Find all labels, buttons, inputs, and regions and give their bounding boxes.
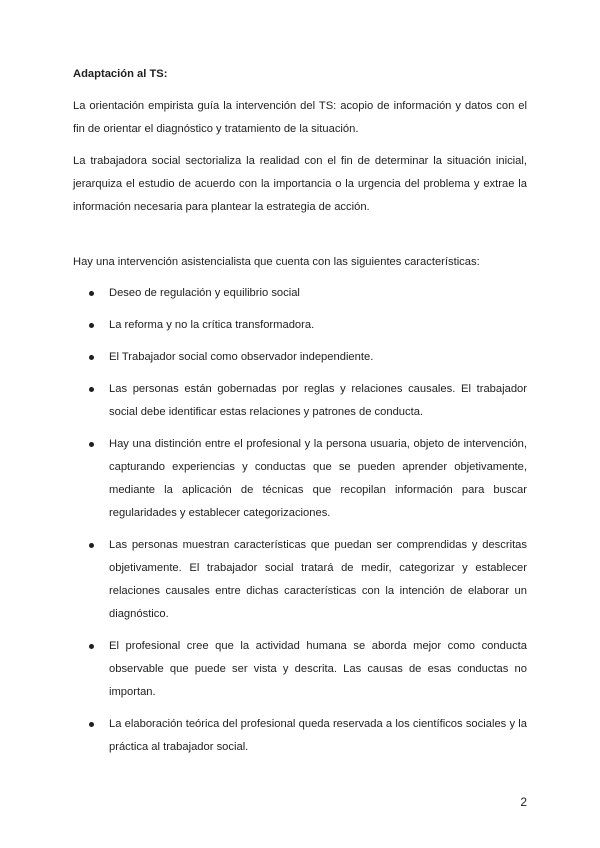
list-item-text: El profesional cree que la actividad humana se aborda mejor como conducta observable que puede ser vista y descrita. Las causas de esas conductas no importan. — [109, 640, 527, 698]
list-item — [73, 378, 527, 424]
page-content — [73, 63, 527, 768]
list-item — [73, 635, 527, 704]
list-intro: Hay una intervención asistencialista que cuenta con las siguientes características: — [73, 256, 480, 268]
bullet-icon — [89, 387, 94, 392]
list-item — [73, 713, 527, 759]
list-item-text: Deseo de regulación y equilibrio social — [109, 287, 300, 299]
list-item-text: Las personas están gobernadas por reglas y relaciones causales. El trabajador social debe identificar estas relaciones y patrones de conducta. — [109, 383, 527, 418]
bullet-icon — [89, 543, 94, 548]
list-item — [73, 282, 527, 305]
bullet-icon — [89, 442, 94, 447]
paragraph-empirista: La orientación empirista guía la intervención del TS: acopio de información y datos con el fin de orientar el diagnóstico y tratamiento de la situación. — [73, 100, 527, 135]
bullet-icon — [89, 323, 94, 328]
bullet-icon — [89, 291, 94, 296]
list-item — [73, 433, 527, 525]
bullet-icon — [89, 644, 94, 649]
list-item — [73, 314, 527, 337]
characteristics-list — [73, 282, 527, 759]
list-item — [73, 534, 527, 626]
list-item — [73, 346, 527, 369]
list-item-text: La elaboración teórica del profesional queda reservada a los científicos sociales y la práctica al trabajador social. — [109, 718, 527, 753]
bullet-icon — [89, 722, 94, 727]
list-item-text: Las personas muestran características que puedan ser comprendidas y descritas objetivamente. El trabajador social tratará de medir, categorizar y establecer relaciones causales entre dichas características con la intención de elaborar un diagnóstico. — [109, 539, 527, 620]
page-number: 2 — [520, 795, 527, 809]
paragraph-sectorializa: La trabajadora social sectorializa la realidad con el fin de determinar la situación inicial, jerarquiza el estudio de acuerdo con la importancia o la urgencia del problema y extrae la información necesaria para plantear la estrategia de acción. — [73, 155, 527, 213]
list-item-text: La reforma y no la crítica transformadora. — [109, 319, 315, 331]
section-heading: Adaptación al TS: — [73, 68, 168, 80]
bullet-icon — [89, 355, 94, 360]
blank-line — [73, 228, 527, 251]
list-item-text: Hay una distinción entre el profesional y la persona usuaria, objeto de intervención, capturando experiencias y conductas que se pueden aprender objetivamente, mediante la aplicación de técnicas que recopilan información para buscar regularidades y establecer categorizaciones. — [109, 438, 527, 519]
list-item-text: El Trabajador social como observador independiente. — [109, 351, 374, 363]
